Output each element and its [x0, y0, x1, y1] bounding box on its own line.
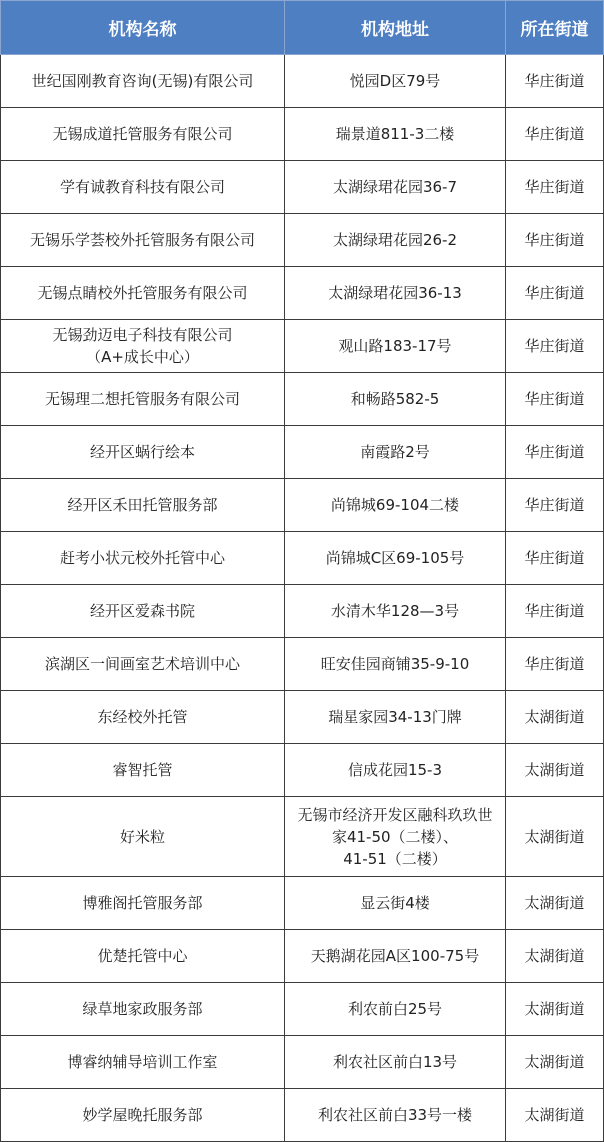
cell-address-line: 观山路183-17号 [338, 337, 452, 355]
cell-street: 华庄街道 [506, 373, 604, 426]
table-body [1, 55, 604, 1142]
cell-address [285, 320, 506, 373]
cell-street: 华庄街道 [506, 479, 604, 532]
cell-address-line: 悦园D区79号 [349, 72, 441, 90]
cell-name [1, 108, 285, 161]
cell-name [1, 983, 285, 1036]
cell-name-line: 滨湖区一间画室艺术培训中心 [44, 655, 240, 673]
cell-address [285, 161, 506, 214]
table-row [1, 320, 604, 373]
header-address: 机构地址 [285, 1, 506, 55]
cell-address-line: 无锡市经济开发区融科玖玖世 [297, 805, 493, 824]
cell-address-line: 天鹅湖花园A区100-75号 [310, 947, 480, 965]
table-row [1, 373, 604, 426]
cell-address [285, 638, 506, 691]
cell-address-line: 利农前白25号 [347, 1000, 443, 1018]
table-row [1, 214, 604, 267]
cell-address [285, 585, 506, 638]
table-row [1, 267, 604, 320]
cell-address [285, 214, 506, 267]
cell-street: 太湖街道 [506, 744, 604, 797]
cell-address [285, 930, 506, 983]
table-row [1, 532, 604, 585]
table-row [1, 744, 604, 797]
header-name: 机构名称 [1, 1, 285, 55]
cell-street: 华庄街道 [506, 638, 604, 691]
cell-address-line: 尚锦城C区69-105号 [325, 549, 465, 567]
cell-name [1, 320, 285, 373]
cell-name-line: 好米粒 [119, 827, 165, 846]
cell-name-line: 无锡劲迈电子科技有限公司 [52, 326, 233, 344]
table-row [1, 877, 604, 930]
cell-address-line: 太湖绿珺花园36-13 [328, 284, 462, 302]
cell-name-line: 无锡理二想托管服务有限公司 [44, 390, 240, 408]
cell-street: 太湖街道 [506, 877, 604, 930]
table-row [1, 426, 604, 479]
cell-address-line: 利农社区前白13号 [332, 1053, 458, 1071]
cell-address [285, 744, 506, 797]
cell-name-line: 无锡点睛校外托管服务有限公司 [37, 284, 248, 302]
table-row [1, 930, 604, 983]
cell-name-line: 绿草地家政服务部 [82, 1000, 203, 1018]
cell-street: 太湖街道 [506, 797, 604, 877]
cell-address-line: 旺安佳园商铺35-9-10 [320, 655, 470, 673]
cell-name [1, 1089, 285, 1142]
cell-name-line: 经开区禾田托管服务部 [67, 496, 218, 514]
cell-address [285, 479, 506, 532]
cell-name [1, 214, 285, 267]
cell-address-line: 利农社区前白33号一楼 [317, 1106, 473, 1124]
cell-name-line: 无锡乐学荟校外托管服务有限公司 [29, 231, 255, 249]
cell-name [1, 479, 285, 532]
cell-name-line: 经开区蜗行绘本 [89, 443, 195, 461]
cell-street: 太湖街道 [506, 1089, 604, 1142]
cell-name-line: 睿智托管 [112, 761, 173, 779]
cell-street: 太湖街道 [506, 691, 604, 744]
cell-address [285, 983, 506, 1036]
cell-address [285, 426, 506, 479]
cell-street: 华庄街道 [506, 320, 604, 373]
cell-name [1, 797, 285, 877]
cell-name-line: 世纪国刚教育咨询(无锡)有限公司 [31, 72, 254, 90]
cell-name-line: 经开区爱森书院 [89, 602, 195, 620]
table-row [1, 479, 604, 532]
cell-street: 华庄街道 [506, 532, 604, 585]
cell-name [1, 638, 285, 691]
cell-street: 华庄街道 [506, 55, 604, 108]
cell-name-line: 东经校外托管 [97, 708, 188, 726]
cell-address-line: 水清木华128—3号 [330, 602, 460, 620]
table-row [1, 161, 604, 214]
table-header-row [1, 1, 604, 55]
table-row [1, 55, 604, 108]
cell-address [285, 55, 506, 108]
cell-name [1, 373, 285, 426]
cell-street: 华庄街道 [506, 161, 604, 214]
table-row [1, 983, 604, 1036]
cell-name-line: 学有诚教育科技有限公司 [59, 178, 225, 196]
cell-address [285, 1089, 506, 1142]
table-row [1, 585, 604, 638]
cell-address-line: 南霞路2号 [360, 443, 430, 461]
cell-name [1, 744, 285, 797]
cell-address-line: 和畅路582-5 [350, 390, 440, 408]
cell-name [1, 691, 285, 744]
table-row [1, 797, 604, 877]
cell-address [285, 1036, 506, 1089]
header-street: 所在街道 [506, 1, 604, 55]
cell-address [285, 797, 506, 877]
table-row [1, 108, 604, 161]
cell-name [1, 267, 285, 320]
cell-address-line: 信成花园15-3 [347, 761, 443, 779]
table-row [1, 1036, 604, 1089]
cell-address [285, 267, 506, 320]
cell-name [1, 426, 285, 479]
cell-address [285, 532, 506, 585]
cell-name [1, 1036, 285, 1089]
cell-address-line: 太湖绿珺花园36-7 [332, 178, 458, 196]
cell-address-line: 瑞景道811-3二楼 [335, 125, 455, 143]
cell-address [285, 373, 506, 426]
cell-name-line: 博雅阁托管服务部 [82, 894, 203, 912]
cell-address [285, 877, 506, 930]
cell-name-line: 博睿纳辅导培训工作室 [67, 1053, 218, 1071]
cell-address [285, 108, 506, 161]
cell-street: 华庄街道 [506, 426, 604, 479]
cell-street: 华庄街道 [506, 267, 604, 320]
cell-name-line: 优楚托管中心 [97, 947, 188, 965]
cell-name [1, 930, 285, 983]
cell-address-line: 太湖绿珺花园26-2 [332, 231, 458, 249]
cell-name [1, 55, 285, 108]
cell-street: 太湖街道 [506, 930, 604, 983]
cell-name [1, 532, 285, 585]
cell-street: 太湖街道 [506, 1036, 604, 1089]
cell-street: 华庄街道 [506, 108, 604, 161]
table-row [1, 691, 604, 744]
cell-name-line: 妙学屋晚托服务部 [82, 1106, 203, 1124]
cell-street: 太湖街道 [506, 983, 604, 1036]
cell-address-line: 瑞星家园34-13门牌 [328, 708, 462, 726]
cell-address-line: 家41-50（二楼）、 [331, 827, 459, 846]
cell-address-line: 41-51（二楼） [343, 849, 447, 868]
cell-address-line: 尚锦城69-104二楼 [330, 496, 460, 514]
table-row [1, 638, 604, 691]
cell-street: 华庄街道 [506, 585, 604, 638]
cell-name-line: 赶考小状元校外托管中心 [59, 549, 225, 567]
cell-address-line: 显云街4楼 [360, 894, 430, 912]
cell-name-line: （A+成长中心） [86, 348, 199, 366]
cell-address [285, 691, 506, 744]
cell-name [1, 877, 285, 930]
cell-street: 华庄街道 [506, 214, 604, 267]
cell-name [1, 161, 285, 214]
table-row [1, 1089, 604, 1142]
cell-name-line: 无锡成道托管服务有限公司 [52, 125, 233, 143]
cell-name [1, 585, 285, 638]
